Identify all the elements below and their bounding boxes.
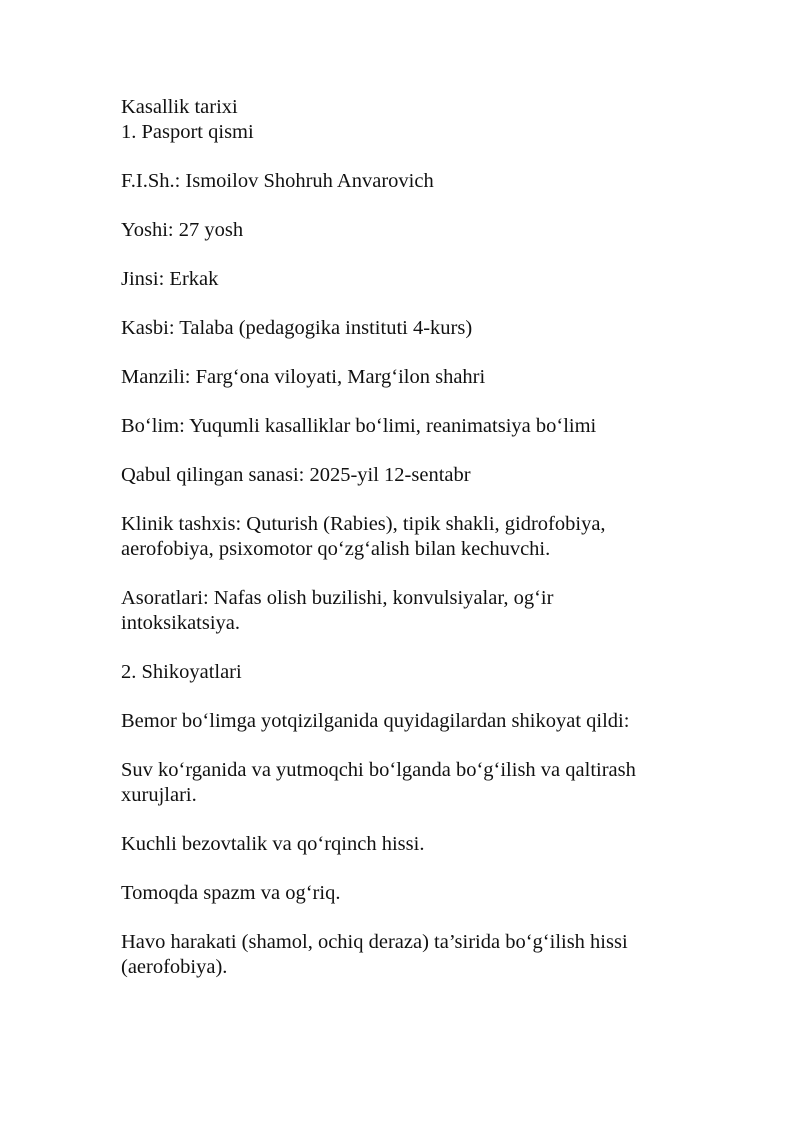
- patient-age: Yoshi: 27 yosh: [121, 219, 244, 241]
- title-block: [121, 95, 721, 145]
- passport-sex: [121, 267, 721, 292]
- complaints-intro-text: Bemor bo‘limga yotqizilganida quyidagilardan shikoyat qildi:: [121, 710, 630, 732]
- complaint-item: [121, 930, 721, 980]
- document-body: [121, 95, 721, 980]
- passport-department: [121, 414, 721, 439]
- patient-occupation: Kasbi: Talaba (pedagogika instituti 4-kurs): [121, 317, 473, 339]
- diagnosis-line: Klinik tashxis: Quturish (Rabies), tipik shakli, gidrofobiya,: [121, 513, 606, 535]
- admission-date: Qabul qilingan sanasi: 2025-yil 12-sentabr: [121, 464, 471, 486]
- complications-line: intoksikatsiya.: [121, 612, 241, 634]
- passport-admission-date: [121, 463, 721, 488]
- passport-diagnosis: [121, 512, 721, 562]
- patient-address: Manzili: Farg‘ona viloyati, Marg‘ilon shahri: [121, 366, 486, 388]
- patient-department: Bo‘lim: Yuqumli kasalliklar bo‘limi, reanimatsiya bo‘limi: [121, 415, 597, 437]
- section-heading-passport: 1. Pasport qismi: [121, 121, 254, 143]
- complications-line: Asoratlari: Nafas olish buzilishi, konvulsiyalar, og‘ir: [121, 587, 554, 609]
- patient-name: F.I.Sh.: Ismoilov Shohruh Anvarovich: [121, 170, 434, 192]
- complaint-line: (aerofobiya).: [121, 956, 228, 978]
- section-heading-complaints: 2. Shikoyatlari: [121, 661, 242, 683]
- passport-fish: [121, 169, 721, 194]
- diagnosis-line: aerofobiya, psixomotor qo‘zg‘alish bilan kechuvchi.: [121, 538, 551, 560]
- complaint-item: [121, 832, 721, 857]
- patient-sex: Jinsi: Erkak: [121, 268, 219, 290]
- complaint-line: Havo harakati (shamol, ochiq deraza) ta’sirida bo‘g‘ilish hissi: [121, 931, 628, 953]
- passport-occupation: [121, 316, 721, 341]
- complaint-item: [121, 758, 721, 808]
- complaint-line: xurujlari.: [121, 784, 197, 806]
- complaint-line: Tomoqda spazm va og‘riq.: [121, 882, 341, 904]
- complaints-intro: [121, 709, 721, 734]
- complaint-line: Kuchli bezovtalik va qo‘rqinch hissi.: [121, 833, 425, 855]
- complaint-line: Suv ko‘rganida va yutmoqchi bo‘lganda bo‘g‘ilish va qaltirash: [121, 759, 636, 781]
- document-title: Kasallik tarixi: [121, 96, 238, 118]
- passport-age: [121, 218, 721, 243]
- passport-address: [121, 365, 721, 390]
- complaint-item: [121, 881, 721, 906]
- section-complaints-heading-block: [121, 660, 721, 685]
- passport-complications: [121, 586, 721, 636]
